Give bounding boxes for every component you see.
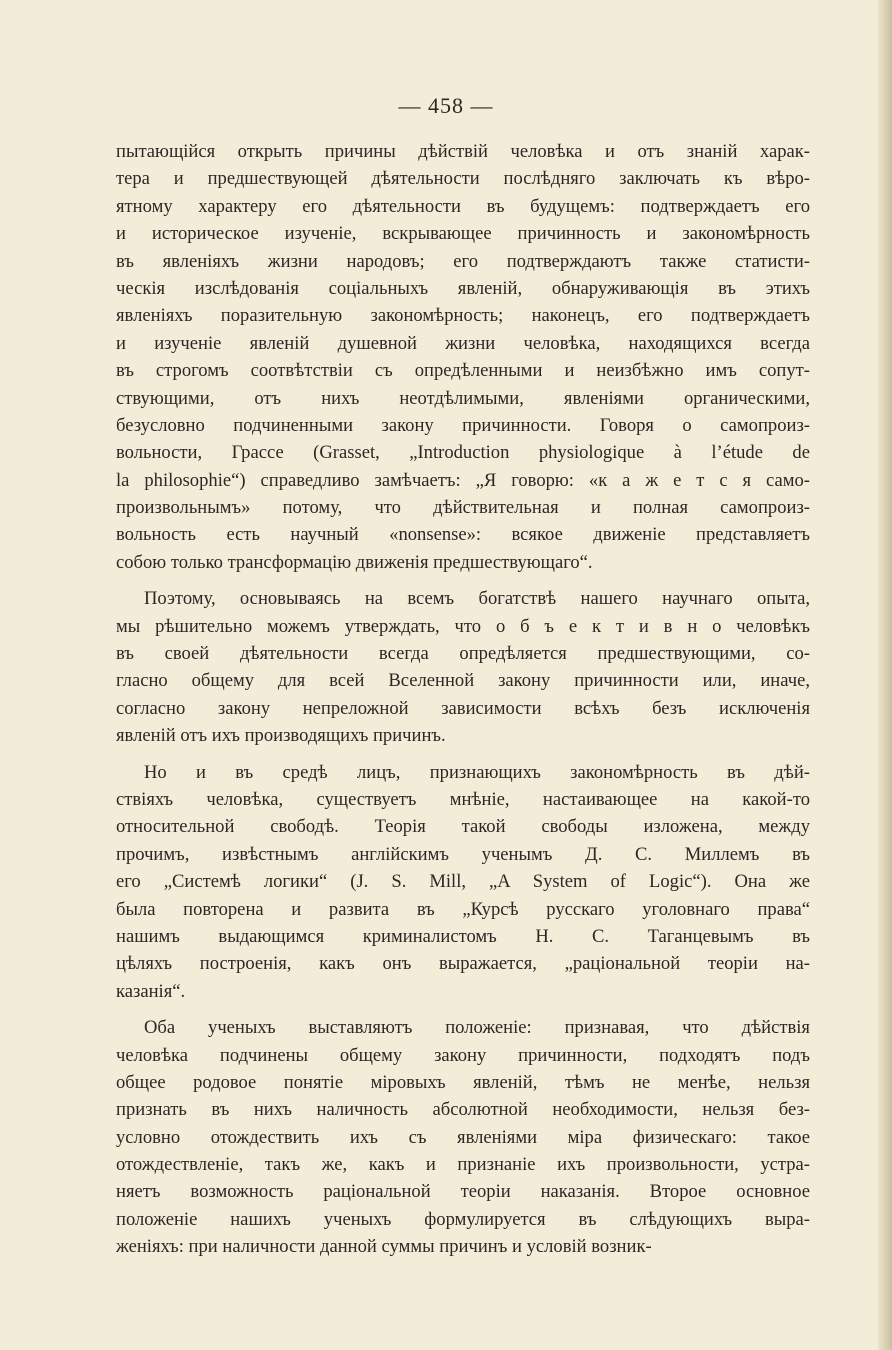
text-line: въ строгомъ соотвѣтствіи съ опредѣленными и неизбѣжно имъ сопут-: [116, 360, 810, 382]
text-line: гласно общему для всей Вселенной закону причинности или, иначе,: [116, 670, 810, 692]
paragraph-gap: [116, 750, 810, 759]
paragraph: [116, 585, 810, 749]
paragraph: [116, 759, 810, 1006]
text-line: la philosophie“) справедливо замѣчаетъ: „Я говорю: «к а ж е т с я само-: [116, 469, 810, 491]
text-line: признать въ нихъ наличность абсолютной необходимости, нельзя без-: [116, 1099, 810, 1121]
text-line: Оба ученыхъ выставляютъ положеніе: признавая, что дѣйствія: [144, 1017, 810, 1039]
text-line: въ явленіяхъ жизни народовъ; его подтверждаютъ также статисти-: [116, 250, 810, 272]
text-line: ствующими, отъ нихъ неотдѣлимыми, явленіями органическими,: [116, 387, 810, 409]
paragraph-gap: [116, 1005, 810, 1014]
text-line: человѣка подчинены общему закону причинности, подходятъ подъ: [116, 1044, 810, 1066]
page-edge-shadow: [878, 0, 892, 1350]
text-line: относительной свободѣ. Теорія такой свободы изложена, между: [116, 816, 810, 838]
text-line: ствіяхъ человѣка, существуетъ мнѣніе, настаивающее на какой-то: [116, 788, 810, 810]
text-line: общее родовое понятіе міровыхъ явленій, тѣмъ не менѣе, нельзя: [116, 1071, 810, 1093]
paragraph: [116, 138, 810, 576]
text-line: и изученіе явленій душевной жизни человѣка, находящихся всегда: [116, 332, 810, 354]
text-line: няетъ возможность раціональной теоріи наказанія. Второе основное: [116, 1181, 810, 1203]
text-line: его „Системѣ логики“ (J. S. Mill, „A System of Logic“). Она же: [116, 871, 810, 893]
text-line: безусловно подчиненными закону причинности. Говоря о самопроиз-: [116, 414, 810, 436]
text-line: ятному характеру его дѣятельности въ будущемъ: подтверждаетъ его: [116, 195, 810, 217]
text-line: была повторена и развита въ „Курсѣ русскаго уголовнаго права“: [116, 898, 810, 920]
text-line: вольность есть научный «nonsense»: всякое движеніе представляетъ: [116, 524, 810, 546]
text-line: произвольнымъ» потому, что дѣйствительная и полная самопроиз-: [116, 497, 810, 519]
page-number: — 458 —: [398, 93, 494, 118]
text-line: мы рѣшительно можемъ утверждать, что о б ъ е к т и в н о человѣкъ: [116, 615, 810, 637]
text-line: положеніе нашихъ ученыхъ формулируется въ слѣдующихъ выра-: [116, 1208, 810, 1230]
text-line: вольности, Грассе (Grasset, „Introduction physiologique à l’étude de: [116, 442, 810, 464]
paragraph-gap: [116, 576, 810, 585]
text-line: въ своей дѣятельности всегда опредѣляется предшествующими, со-: [116, 643, 810, 665]
body-text: [116, 138, 810, 1261]
text-line: казанія“.: [116, 980, 186, 1002]
text-line: цѣляхъ построенія, какъ онъ выражается, „раціональной теоріи на-: [116, 953, 810, 975]
text-line: и историческое изученіе, вскрывающее причинность и закономѣрность: [116, 223, 810, 245]
text-line: явленій отъ ихъ производящихъ причинъ.: [116, 725, 446, 747]
paragraph: [116, 1014, 810, 1261]
text-line: собою только трансформацію движенія предшествующаго“.: [116, 551, 593, 573]
text-line: ческія изслѣдованія соціальныхъ явленій, обнаруживающія въ этихъ: [116, 277, 810, 299]
text-line: условно отождествить ихъ съ явленіями міра физическаго: такое: [116, 1126, 810, 1148]
text-line: согласно закону непреложной зависимости всѣхъ безъ исключенія: [116, 697, 810, 719]
text-line: явленіяхъ поразительную закономѣрность; наконецъ, его подтверждаетъ: [116, 305, 810, 327]
text-line: прочимъ, извѣстнымъ англійскимъ ученымъ Д. С. Миллемъ въ: [116, 843, 810, 865]
text-line: тера и предшествующей дѣятельности послѣдняго заключать къ вѣро-: [116, 168, 810, 190]
text-line: пытающійся открыть причины дѣйствій человѣка и отъ знаній харак-: [116, 141, 810, 162]
text-line: отождествленіе, такъ же, какъ и признаніе ихъ произвольности, устра-: [116, 1154, 810, 1176]
text-line: Но и въ средѣ лицъ, признающихъ закономѣрность въ дѣй-: [144, 761, 810, 783]
text-line: нашимъ выдающимся криминалистомъ Н. С. Таганцевымъ въ: [116, 925, 810, 947]
text-line: женіяхъ: при наличности данной суммы причинъ и условій возник-: [116, 1236, 652, 1258]
text-line: Поэтому, основываясь на всемъ богатствѣ нашего научнаго опыта,: [144, 588, 810, 610]
